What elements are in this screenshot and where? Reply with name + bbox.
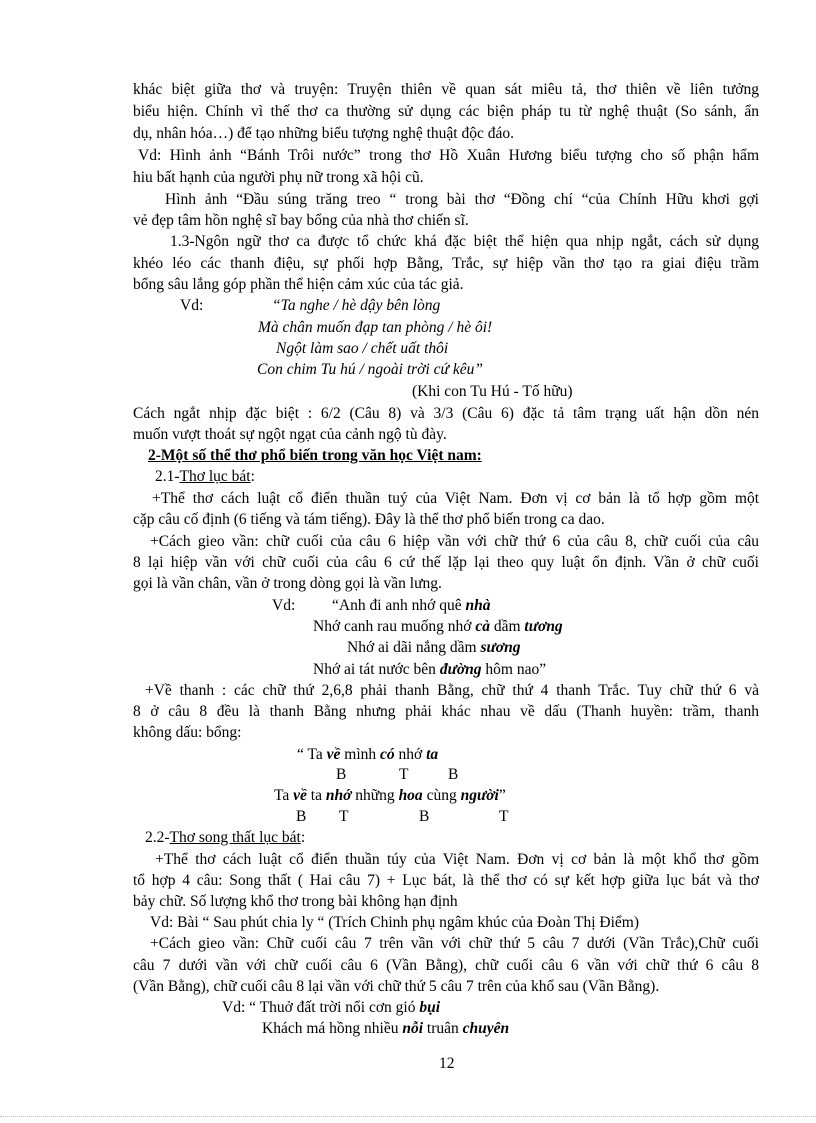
body-line: 1.3-Ngôn ngữ thơ ca được tổ chức khá đặc biệt thể hiện qua nhịp ngắt, cách sử dụng	[170, 233, 759, 250]
body-line: Vd: Hình ảnh “Bánh Trôi nước” trong thơ Hồ Xuân Hương biểu tượng cho số phận hẩm	[138, 147, 759, 164]
poem-line: “Anh đi anh nhớ quê nhà	[332, 597, 491, 614]
poem-source: (Khi con Tu Hú - Tố hữu)	[412, 383, 573, 400]
page-number: 12	[439, 1055, 455, 1072]
body-line: Cách ngắt nhịp đặc biệt : 6/2 (Câu 8) và 3/3 (Câu 6) đặc tả tâm trạng uất hận dồn nén	[133, 405, 759, 422]
section-heading: 2-Một số thể thơ phổ biến trong văn học Việt nam:	[148, 447, 482, 464]
example-label: Vd:	[272, 597, 296, 614]
body-line: không dấu: bổng:	[133, 724, 242, 741]
body-line: biểu hiện. Chính vì thế thơ ca thường sử dụng các biện pháp tu từ nghệ thuật (So sánh, ẩn	[133, 103, 759, 120]
footer-dotted-rule	[0, 1116, 816, 1117]
body-line: muốn vượt thoát sự ngột ngạt của cảnh ngộ tù đày.	[133, 426, 447, 443]
poem-line: Vd: “ Thuở đất trời nổi cơn gió bụi	[222, 999, 441, 1016]
body-line: (Vần Bằng), chữ cuối câu 8 lại vần với chữ thứ 5 câu 7 trên của khổ sau (Vần Bằng).	[133, 978, 660, 995]
tone-mark: T	[339, 808, 349, 825]
body-line: vẻ đẹp tâm hồn nghệ sĩ bay bổng của nhà thơ chiến sĩ.	[133, 212, 469, 229]
body-line: tổ hợp 4 câu: Song thất ( Hai câu 7) + Lục bát, là thể thơ có sự kết hợp giữa lục bát và thơ	[133, 872, 759, 889]
poem-line: Nhớ canh rau muống nhớ cà dầm tương	[313, 618, 563, 635]
body-line: +Thể thơ cách luật cổ điển thuần túy của Việt Nam. Đơn vị cơ bản là một khổ thơ gồm	[155, 851, 759, 868]
tone-mark: B	[336, 766, 347, 783]
body-line: Hình ảnh “Đầu súng trăng treo “ trong bài thơ “Đồng chí “của Chính Hữu khơi gợi	[165, 191, 759, 208]
body-line: bổng sâu lắng góp phần thể hiện cảm xúc của tác giả.	[133, 276, 464, 293]
poem-line: Nhớ ai tát nước bên đường hôm nao”	[313, 661, 547, 678]
poem-line: Ngột làm sao / chết uất thôi	[276, 340, 449, 357]
poem-line: Khách má hồng nhiều nỗi truân chuyên	[262, 1020, 510, 1037]
body-line: câu 7 dưới vần với chữ cuối câu 6 (Vần Bằng), chữ cuối câu 6 vần với chữ thứ 6 câu 8	[133, 957, 759, 974]
tone-mark: B	[448, 766, 459, 783]
body-line: gọi là vần chân, vần ở trong dòng gọi là vần lưng.	[133, 575, 442, 592]
body-line: +Thể thơ cách luật cổ điển thuần tuý của Việt Nam. Đơn vị cơ bản là tổ hợp gồm một	[152, 490, 759, 507]
body-line: cặp câu cố định (6 tiếng và tám tiếng). Đây là thể thơ phổ biến trong ca dao.	[133, 511, 605, 528]
subsection-heading: 2.1-Thơ lục bát:	[155, 468, 255, 485]
poem-line: “ Ta về mình có nhớ ta	[297, 746, 439, 763]
tone-mark: T	[399, 766, 409, 783]
example-label: Vd:	[180, 297, 204, 314]
body-line: 8 lại hiệp vần với chữ cuối của câu 6 cứ thế lặp lại theo quy luật ổn định. Vần ở chữ cuối	[133, 554, 759, 571]
body-line: khéo léo các thanh điệu, sự phối hợp Bằng, Trắc, sự hiệp vần thơ tạo ra giai điệu trầm	[133, 255, 759, 272]
body-line: +Cách gieo vần: Chữ cuối câu 7 trên vần với chữ thứ 5 câu 7 dưới (Vần Trắc),Chữ cuối	[150, 935, 759, 952]
poem-line: Nhớ ai dãi nắng dầm sương	[347, 639, 521, 656]
body-line: +Cách gieo vần: chữ cuối của câu 6 hiệp vần với chữ thứ 6 của câu 8, chữ cuối của câu	[150, 533, 759, 550]
body-line: 8 ở câu 8 đều là thanh Bằng nhưng phải khác nhau về dấu (Thanh huyền: trầm, thanh	[133, 703, 759, 720]
subsection-heading: 2.2-Thơ song thất lục bát:	[145, 829, 306, 846]
tone-mark: B	[419, 808, 430, 825]
poem-line: Ta về ta nhớ những hoa cùng người”	[274, 787, 506, 804]
body-line: khác biệt giữa thơ và truyện: Truyện thiên về quan sát miêu tả, thơ thiên về liên tưởng	[133, 81, 759, 98]
body-line: bảy chữ. Số lượng khổ thơ trong bài không hạn định	[133, 893, 458, 910]
tone-mark: T	[499, 808, 509, 825]
body-line: hiu bất hạnh của người phụ nữ trong xã hội cũ.	[133, 169, 424, 186]
poem-line: Mà chân muốn đạp tan phòng / hè ôi!	[258, 319, 493, 336]
body-line: dụ, nhân hóa…) để tạo những biểu tượng nghệ thuật độc đáo.	[133, 125, 514, 142]
body-line: Vd: Bài “ Sau phút chia ly “ (Trích Chinh phụ ngâm khúc của Đoàn Thị Điểm)	[150, 914, 640, 931]
tone-mark: B	[296, 808, 307, 825]
body-line: +Về thanh : các chữ thứ 2,6,8 phải thanh Bằng, chữ thứ 4 thanh Trắc. Tuy chữ thứ 6 và	[145, 682, 759, 699]
poem-line: Con chim Tu hú / ngoài trời cứ kêu”	[257, 361, 483, 378]
poem-line: “Ta nghe / hè dậy bên lòng	[272, 297, 441, 314]
